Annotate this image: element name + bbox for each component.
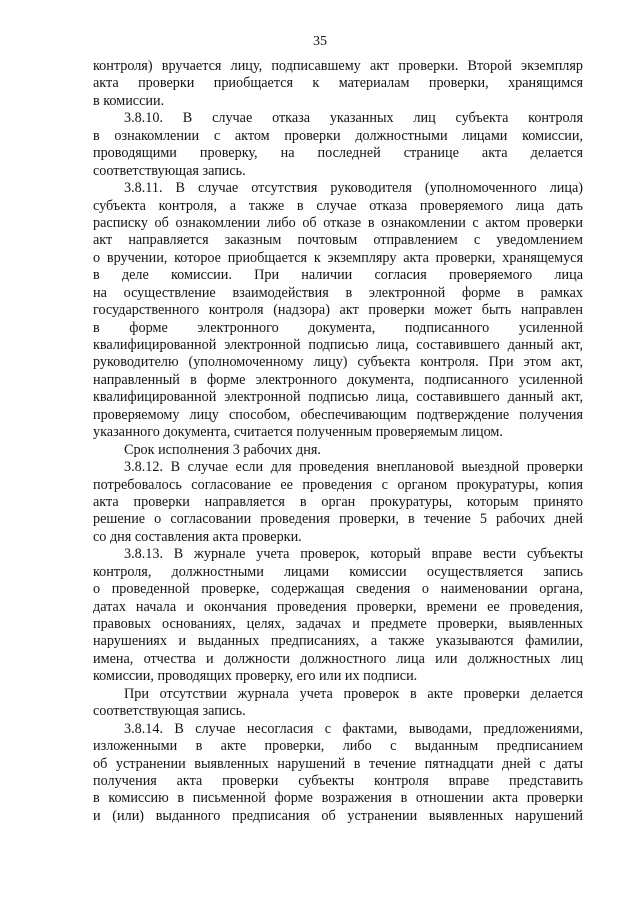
text-line: 3.8.10. В случае отказа указанных лиц субъекта контроля <box>124 110 583 127</box>
page-number: 35 <box>313 34 327 49</box>
text-line: в комиссию в письменной форме возражения в отношении акта проверки <box>93 790 583 807</box>
text-line: 3.8.14. В случае несогласия с фактами, выводами, предложениями, <box>124 720 583 737</box>
text-line: соответствующая запись. <box>93 162 246 179</box>
text-line: контроля, должностными лицами комиссии осуществляется запись <box>93 563 583 580</box>
text-line: о проведенной проверке, содержащая сведения о наименовании органа, <box>93 581 583 598</box>
text-line: в форме электронного документа, подписанного усиленной <box>93 319 583 336</box>
text-line: При отсутствии журнала учета проверок в акте проверки делается <box>124 685 583 702</box>
text-line: проверяемому лицу способом, обеспечивающим подтверждение получения <box>93 406 583 423</box>
text-line: 3.8.13. В журнале учета проверок, который вправе вести субъекты <box>124 546 583 563</box>
text-line: со дня составления акта проверки. <box>93 528 302 545</box>
text-line: получения акта проверки субъекты контроля вправе представить <box>93 772 583 789</box>
text-line: и (или) выданного предписания об устранении выявленных нарушений <box>93 807 583 824</box>
text-line: акта проверки приобщается к материалам проверки, хранящимся <box>93 75 583 92</box>
text-line: проводящими проверку, на последней странице акта делается <box>93 145 583 162</box>
text-line: нарушениях и выданных предписаниях, а также указываются фамилии, <box>93 633 583 650</box>
text-line: о вручении, которое приобщается к экземпляру акта проверки, хранящемуся <box>93 249 583 266</box>
text-line: Срок исполнения 3 рабочих дня. <box>124 441 321 458</box>
text-line: контроля) вручается лицу, подписавшему акт проверки. Второй экземпляр <box>93 58 583 74</box>
document-body <box>93 58 583 825</box>
text-line: изложенными в акте проверки, либо с выданным предписанием <box>93 738 583 755</box>
text-line: квалифицированной электронной подписью лица, составившего данный акт, <box>93 337 583 353</box>
text-line: на осуществление взаимодействия в электронной форме в рамках <box>93 284 583 301</box>
text-line: датах начала и окончания проведения проверки, времени ее проведения, <box>93 598 583 615</box>
text-line: в комиссии. <box>93 92 165 109</box>
text-line: соответствующая запись. <box>93 703 246 720</box>
text-line: акта проверки направляется в орган прокуратуры, которым принято <box>93 493 583 510</box>
text-line: направленный в форме электронного документа, подписанного усиленной <box>93 371 583 388</box>
text-line: решение о согласовании проведения проверки, в течение 5 рабочих дней <box>93 511 583 528</box>
text-line: акт направляется заказным почтовым отправлением с уведомлением <box>93 232 583 249</box>
text-line: в деле комиссии. При наличии согласия проверяемого лица <box>93 267 583 284</box>
text-line: руководителю (уполномоченному лицу) субъекта контроля. При этом акт, <box>93 354 583 371</box>
text-line: указанного документа, считается полученным проверяемым лицом. <box>93 424 503 441</box>
text-line: правовых основаниях, целях, задачах и предмете проверки, выявленных <box>93 616 583 632</box>
text-line: расписку об ознакомлении либо об отказе в ознакомлении с актом проверки <box>93 214 583 231</box>
text-line: государственного контроля (надзора) акт проверки может быть направлен <box>93 302 583 319</box>
text-line: об устранении выявленных нарушений в течение пятнадцати дней с даты <box>93 755 583 772</box>
text-line: квалифицированной электронной подписью лица, составившего данный акт, <box>93 389 583 406</box>
text-line: субъекта контроля, а также в случае отказа проверяемого лица дать <box>93 197 583 214</box>
text-line: потребовалось согласование ее проведения с органом прокуратуры, копия <box>93 476 583 493</box>
text-line: имена, отчества и должности должностного лица или должностных лиц <box>93 650 583 667</box>
text-line: 3.8.11. В случае отсутствия руководителя (уполномоченного лица) <box>124 180 583 197</box>
text-line: в ознакомлении с актом проверки должностными лицами комиссии, <box>93 127 583 144</box>
text-line: комиссии, проводящих проверку, его или их подписи. <box>93 668 418 685</box>
text-line: 3.8.12. В случае если для проведения внеплановой выездной проверки <box>124 459 583 476</box>
